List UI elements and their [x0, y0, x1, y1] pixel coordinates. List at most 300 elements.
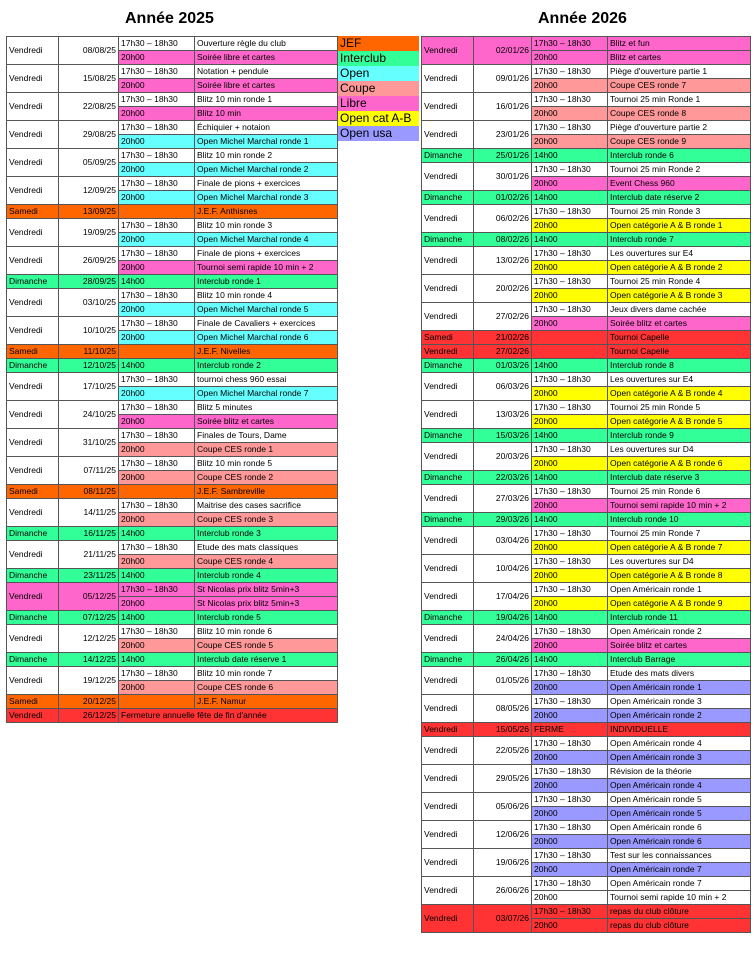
day-cell: Vendredi	[422, 401, 474, 429]
event-cell: Piège d'ouverture partie 1	[608, 65, 751, 79]
time-cell: 17h30 – 18h30	[119, 149, 195, 163]
date-cell: 09/01/26	[474, 65, 532, 93]
time-cell: 17h30 – 18h30	[119, 65, 195, 79]
year-2025-title: Année 2025	[125, 10, 214, 27]
time-cell: 17h30 – 18h30	[532, 877, 608, 891]
date-cell: 27/02/26	[474, 303, 532, 331]
date-cell: 08/08/25	[59, 37, 119, 65]
table-row	[7, 289, 338, 303]
date-cell: 16/01/26	[474, 93, 532, 121]
legend-item-lb: Libre	[338, 96, 419, 111]
date-cell: 01/05/26	[474, 667, 532, 695]
table-row	[7, 247, 338, 261]
time-cell: 20h00	[119, 163, 195, 177]
event-cell: Coupe CES ronde 5	[195, 639, 338, 653]
day-cell: Samedi	[7, 695, 59, 709]
date-cell: 11/10/25	[59, 345, 119, 359]
event-cell: Open Michel Marchal ronde 7	[195, 387, 338, 401]
time-cell: 20h00	[119, 303, 195, 317]
date-cell: 17/10/25	[59, 373, 119, 401]
event-cell: Les ouvertures sur E4	[608, 247, 751, 261]
event-cell: Open catégorie A & B ronde 9	[608, 597, 751, 611]
time-cell: 14h00	[532, 611, 608, 625]
table-row	[422, 611, 751, 625]
legend-row	[338, 51, 419, 66]
year-2026-title: Année 2026	[538, 10, 627, 27]
time-cell: 17h30 – 18h30	[119, 247, 195, 261]
event-cell: Open catégorie A & B ronde 2	[608, 261, 751, 275]
table-row	[422, 513, 751, 527]
event-cell: Interclub ronde 2	[195, 359, 338, 373]
date-cell: 13/03/26	[474, 401, 532, 429]
time-cell: 17h30 – 18h30	[119, 289, 195, 303]
table-row	[422, 653, 751, 667]
time-cell	[532, 331, 608, 345]
event-cell: Event Chess 960	[608, 177, 751, 191]
time-cell: 17h30 – 18h30	[532, 93, 608, 107]
day-cell: Vendredi	[7, 93, 59, 121]
time-cell: 20h00	[532, 569, 608, 583]
date-cell: 15/03/26	[474, 429, 532, 443]
table-row	[7, 569, 338, 583]
event-cell: Révision de la théorie	[608, 765, 751, 779]
day-cell: Vendredi	[7, 429, 59, 457]
event-cell: Etude des mats classiques	[195, 541, 338, 555]
day-cell: Samedi	[7, 345, 59, 359]
time-cell: 17h30 – 18h30	[119, 541, 195, 555]
event-cell: Soirée blitz et cartes	[608, 639, 751, 653]
event-cell: Interclub ronde 4	[195, 569, 338, 583]
event-cell: Interclub ronde 8	[608, 359, 751, 373]
event-cell: Les ouvertures sur E4	[608, 373, 751, 387]
table-row	[422, 401, 751, 415]
day-cell: Dimanche	[7, 527, 59, 541]
event-cell: Blitz 10 min ronde 1	[195, 93, 338, 107]
date-cell: 22/03/26	[474, 471, 532, 485]
day-cell: Vendredi	[422, 345, 474, 359]
time-cell: 20h00	[532, 597, 608, 611]
date-cell: 21/11/25	[59, 541, 119, 569]
event-cell: St Nicolas prix blitz 5min+3	[195, 583, 338, 597]
table-row	[422, 821, 751, 835]
event-cell: Maitrise des cases sacrifice	[195, 499, 338, 513]
legend-row	[338, 126, 419, 141]
day-cell: Vendredi	[7, 247, 59, 275]
event-cell: Blitz 5 minutes	[195, 401, 338, 415]
table-row	[7, 205, 338, 219]
event-cell: Fermeture annuelle fête de fin d'année	[119, 709, 338, 723]
day-cell: Vendredi	[422, 695, 474, 723]
table-row	[7, 653, 338, 667]
table-row	[422, 905, 751, 919]
time-cell	[119, 695, 195, 709]
table-row	[422, 247, 751, 261]
table-row	[7, 625, 338, 639]
date-cell: 16/11/25	[59, 527, 119, 541]
legend-row	[338, 66, 419, 81]
event-cell: Les ouvertures sur D4	[608, 555, 751, 569]
time-cell: 20h00	[119, 681, 195, 695]
date-cell: 20/02/26	[474, 275, 532, 303]
day-cell: Dimanche	[422, 611, 474, 625]
table-row	[422, 695, 751, 709]
time-cell: 17h30 – 18h30	[532, 667, 608, 681]
time-cell: 14h00	[532, 653, 608, 667]
event-cell: Blitz 10 min ronde 5	[195, 457, 338, 471]
event-cell: Open Américain ronde 5	[608, 807, 751, 821]
table-row	[422, 849, 751, 863]
table-row	[422, 149, 751, 163]
event-cell: Open Américain ronde 6	[608, 821, 751, 835]
time-cell: 20h00	[532, 681, 608, 695]
table-row	[7, 177, 338, 191]
event-cell: Blitz 10 min	[195, 107, 338, 121]
time-cell: 14h00	[532, 471, 608, 485]
time-cell: 20h00	[119, 107, 195, 121]
day-cell: Dimanche	[422, 233, 474, 247]
calendar-2025	[6, 36, 338, 723]
day-cell: Vendredi	[422, 849, 474, 877]
event-cell: Open catégorie A & B ronde 3	[608, 289, 751, 303]
date-cell: 22/08/25	[59, 93, 119, 121]
day-cell: Vendredi	[7, 177, 59, 205]
time-cell: 20h00	[532, 177, 608, 191]
event-cell: Open catégorie A & B ronde 1	[608, 219, 751, 233]
date-cell: 29/08/25	[59, 121, 119, 149]
time-cell: 14h00	[532, 191, 608, 205]
event-cell: Open Michel Marchal ronde 6	[195, 331, 338, 345]
day-cell: Vendredi	[7, 149, 59, 177]
event-cell: Interclub date réserve 1	[195, 653, 338, 667]
time-cell: 20h00	[532, 387, 608, 401]
time-cell: 20h00	[532, 457, 608, 471]
time-cell: 20h00	[119, 415, 195, 429]
time-cell: 17h30 – 18h30	[532, 303, 608, 317]
day-cell: Vendredi	[422, 765, 474, 793]
event-cell: Tournoi 25 min Ronde 5	[608, 401, 751, 415]
event-cell: Open Michel Marchal ronde 2	[195, 163, 338, 177]
day-cell: Vendredi	[7, 541, 59, 569]
time-cell: 20h00	[119, 233, 195, 247]
time-cell: 14h00	[532, 513, 608, 527]
event-cell: Coupe CES ronde 3	[195, 513, 338, 527]
time-cell: 17h30 – 18h30	[532, 905, 608, 919]
time-cell: 20h00	[119, 513, 195, 527]
time-cell: 20h00	[532, 779, 608, 793]
table-row	[7, 583, 338, 597]
date-cell: 28/09/25	[59, 275, 119, 289]
event-cell: Interclub ronde 1	[195, 275, 338, 289]
date-cell: 14/11/25	[59, 499, 119, 527]
date-cell: 07/11/25	[59, 457, 119, 485]
event-cell: Soirée libre et cartes	[195, 79, 338, 93]
event-cell: Open Michel Marchal ronde 4	[195, 233, 338, 247]
table-row	[7, 527, 338, 541]
event-cell: J.E.F. Sambreville	[195, 485, 338, 499]
event-cell: Piège d'ouverture partie 2	[608, 121, 751, 135]
date-cell: 24/10/25	[59, 401, 119, 429]
day-cell: Vendredi	[422, 527, 474, 555]
time-cell: 20h00	[532, 919, 608, 933]
time-cell	[119, 205, 195, 219]
day-cell: Dimanche	[7, 359, 59, 373]
date-cell: 03/07/26	[474, 905, 532, 933]
date-cell: 08/11/25	[59, 485, 119, 499]
event-cell: Interclub ronde 6	[608, 149, 751, 163]
time-cell: 20h00	[532, 107, 608, 121]
legend-row	[338, 96, 419, 111]
date-cell: 01/02/26	[474, 191, 532, 205]
table-row	[7, 65, 338, 79]
event-cell: Open Américain ronde 3	[608, 695, 751, 709]
time-cell: 17h30 – 18h30	[119, 93, 195, 107]
event-cell: Tournoi 25 min Ronde 4	[608, 275, 751, 289]
event-cell: Tournoi 25 min Ronde 3	[608, 205, 751, 219]
date-cell: 20/12/25	[59, 695, 119, 709]
event-cell: Open catégorie A & B ronde 5	[608, 415, 751, 429]
event-cell: Open catégorie A & B ronde 8	[608, 569, 751, 583]
day-cell: Vendredi	[7, 219, 59, 247]
day-cell: Vendredi	[7, 317, 59, 345]
time-cell: 17h30 – 18h30	[119, 317, 195, 331]
legend-item-ou: Open usa	[338, 126, 419, 141]
time-cell: 17h30 – 18h30	[532, 275, 608, 289]
day-cell: Samedi	[7, 205, 59, 219]
table-row	[422, 765, 751, 779]
time-cell: 14h00	[119, 275, 195, 289]
table-row	[422, 37, 751, 51]
time-cell: 20h00	[119, 331, 195, 345]
table-row	[422, 625, 751, 639]
event-cell: Tournoi 25 min Ronde 1	[608, 93, 751, 107]
time-cell: 14h00	[532, 429, 608, 443]
event-cell: Soirée libre et cartes	[195, 51, 338, 65]
time-cell: 20h00	[119, 555, 195, 569]
event-cell: J.E.F. Namur	[195, 695, 338, 709]
time-cell: 17h30 – 18h30	[119, 457, 195, 471]
date-cell: 05/09/25	[59, 149, 119, 177]
time-cell: 17h30 – 18h30	[532, 163, 608, 177]
day-cell: Vendredi	[422, 723, 474, 737]
table-row	[7, 457, 338, 471]
day-cell: Vendredi	[422, 443, 474, 471]
date-cell: 27/02/26	[474, 345, 532, 359]
event-cell: Tournoi Capelle	[608, 331, 751, 345]
table-row	[7, 93, 338, 107]
event-cell: Interclub ronde 5	[195, 611, 338, 625]
date-cell: 06/02/26	[474, 205, 532, 233]
event-cell: Open Michel Marchal ronde 5	[195, 303, 338, 317]
day-cell: Vendredi	[7, 401, 59, 429]
table-row	[7, 695, 338, 709]
date-cell: 08/02/26	[474, 233, 532, 247]
date-cell: 19/04/26	[474, 611, 532, 625]
legend-item-cp: Coupe	[338, 81, 419, 96]
time-cell: 20h00	[532, 415, 608, 429]
date-cell: 29/03/26	[474, 513, 532, 527]
table-row	[422, 583, 751, 597]
day-cell: Vendredi	[422, 583, 474, 611]
date-cell: 12/09/25	[59, 177, 119, 205]
table-row	[7, 149, 338, 163]
event-cell: Coupe CES ronde 8	[608, 107, 751, 121]
event-cell: Coupe CES ronde 4	[195, 555, 338, 569]
time-cell: 17h30 – 18h30	[532, 849, 608, 863]
time-cell: 17h30 – 18h30	[532, 793, 608, 807]
time-cell: 20h00	[119, 51, 195, 65]
day-cell: Vendredi	[422, 667, 474, 695]
table-row	[422, 65, 751, 79]
time-cell: 14h00	[532, 149, 608, 163]
table-row	[7, 499, 338, 513]
day-cell: Vendredi	[7, 667, 59, 695]
table-row	[7, 667, 338, 681]
date-cell: 30/01/26	[474, 163, 532, 191]
table-row	[422, 359, 751, 373]
table-row	[422, 331, 751, 345]
time-cell: 17h30 – 18h30	[532, 527, 608, 541]
time-cell: 20h00	[119, 597, 195, 611]
day-cell: Dimanche	[422, 359, 474, 373]
table-row	[422, 877, 751, 891]
event-cell: Coupe CES ronde 6	[195, 681, 338, 695]
time-cell: 14h00	[119, 527, 195, 541]
date-cell: 26/04/26	[474, 653, 532, 667]
time-cell: 17h30 – 18h30	[532, 65, 608, 79]
time-cell: 17h30 – 18h30	[119, 121, 195, 135]
day-cell: Vendredi	[422, 205, 474, 233]
time-cell: 17h30 – 18h30	[532, 373, 608, 387]
day-cell: Samedi	[422, 331, 474, 345]
day-cell: Vendredi	[422, 485, 474, 513]
event-cell: tournoi chess 960 essai	[195, 373, 338, 387]
event-cell: Interclub ronde 10	[608, 513, 751, 527]
legend-row	[338, 111, 419, 126]
day-cell: Vendredi	[422, 37, 474, 65]
table-row	[422, 527, 751, 541]
time-cell: 17h30 – 18h30	[119, 373, 195, 387]
event-cell: Les ouvertures sur D4	[608, 443, 751, 457]
date-cell: 03/04/26	[474, 527, 532, 555]
day-cell: Vendredi	[422, 121, 474, 149]
date-cell: 22/05/26	[474, 737, 532, 765]
time-cell: 20h00	[119, 135, 195, 149]
event-cell: Blitz 10 min ronde 7	[195, 667, 338, 681]
time-cell: 17h30 – 18h30	[532, 205, 608, 219]
table-row	[7, 401, 338, 415]
day-cell: Dimanche	[422, 513, 474, 527]
event-cell: Finales de Tours, Dame	[195, 429, 338, 443]
time-cell: 14h00	[119, 569, 195, 583]
day-cell: Vendredi	[422, 65, 474, 93]
time-cell: 14h00	[532, 359, 608, 373]
time-cell: 20h00	[119, 387, 195, 401]
date-cell: 02/01/26	[474, 37, 532, 65]
event-cell: Interclub ronde 9	[608, 429, 751, 443]
day-cell: Vendredi	[422, 737, 474, 765]
date-cell: 20/03/26	[474, 443, 532, 471]
table-row	[422, 275, 751, 289]
time-cell: FERME	[532, 723, 608, 737]
day-cell: Vendredi	[422, 555, 474, 583]
time-cell: 20h00	[119, 443, 195, 457]
date-cell: 17/04/26	[474, 583, 532, 611]
date-cell: 13/09/25	[59, 205, 119, 219]
table-row	[422, 233, 751, 247]
event-cell: Open Américain ronde 1	[608, 583, 751, 597]
event-cell: Blitz 10 min ronde 6	[195, 625, 338, 639]
event-cell: Open Américain ronde 7	[608, 863, 751, 877]
table-row	[422, 793, 751, 807]
time-cell: 14h00	[532, 233, 608, 247]
time-cell: 20h00	[532, 807, 608, 821]
day-cell: Vendredi	[7, 65, 59, 93]
day-cell: Vendredi	[7, 499, 59, 527]
time-cell: 17h30 – 18h30	[119, 429, 195, 443]
date-cell: 08/05/26	[474, 695, 532, 723]
date-cell: 07/12/25	[59, 611, 119, 625]
time-cell: 14h00	[119, 653, 195, 667]
day-cell: Vendredi	[422, 821, 474, 849]
date-cell: 14/12/25	[59, 653, 119, 667]
day-cell: Dimanche	[7, 275, 59, 289]
day-cell: Vendredi	[7, 583, 59, 611]
event-cell: Open catégorie A & B ronde 4	[608, 387, 751, 401]
event-cell: Tournoi semi rapide 10 min + 2	[195, 261, 338, 275]
time-cell: 20h00	[532, 891, 608, 905]
table-row	[7, 317, 338, 331]
event-cell: Blitz 10 min ronde 3	[195, 219, 338, 233]
time-cell: 17h30 – 18h30	[532, 583, 608, 597]
date-cell: 27/03/26	[474, 485, 532, 513]
table-row	[422, 93, 751, 107]
day-cell: Dimanche	[422, 653, 474, 667]
day-cell: Vendredi	[7, 37, 59, 65]
time-cell: 17h30 – 18h30	[532, 121, 608, 135]
legend-item-op: Open	[338, 66, 419, 81]
day-cell: Vendredi	[422, 905, 474, 933]
day-cell: Vendredi	[422, 247, 474, 275]
time-cell: 20h00	[532, 219, 608, 233]
table-row	[7, 345, 338, 359]
event-cell: Coupe CES ronde 2	[195, 471, 338, 485]
event-cell: Jeux divers dame cachée	[608, 303, 751, 317]
time-cell: 17h30 – 18h30	[119, 667, 195, 681]
time-cell: 20h00	[532, 261, 608, 275]
table-row	[422, 345, 751, 359]
date-cell: 29/05/26	[474, 765, 532, 793]
time-cell: 17h30 – 18h30	[532, 485, 608, 499]
time-cell: 17h30 – 18h30	[119, 583, 195, 597]
time-cell: 17h30 – 18h30	[532, 555, 608, 569]
event-cell: Open Américain ronde 5	[608, 793, 751, 807]
event-cell: Open Américain ronde 3	[608, 751, 751, 765]
event-cell: Open Américain ronde 7	[608, 877, 751, 891]
legend-item-ab: Open cat A-B	[338, 111, 419, 126]
day-cell: Dimanche	[422, 191, 474, 205]
time-cell: 17h30 – 18h30	[532, 401, 608, 415]
event-cell: Blitz et cartes	[608, 51, 751, 65]
event-cell: J.E.F. Anthisnes	[195, 205, 338, 219]
time-cell: 17h30 – 18h30	[119, 177, 195, 191]
date-cell: 12/06/26	[474, 821, 532, 849]
time-cell: 17h30 – 18h30	[532, 737, 608, 751]
day-cell: Vendredi	[422, 163, 474, 191]
event-cell: Échiquier + notaion	[195, 121, 338, 135]
event-cell: Finale de pions + exercices	[195, 247, 338, 261]
date-cell: 05/06/26	[474, 793, 532, 821]
day-cell: Vendredi	[422, 793, 474, 821]
